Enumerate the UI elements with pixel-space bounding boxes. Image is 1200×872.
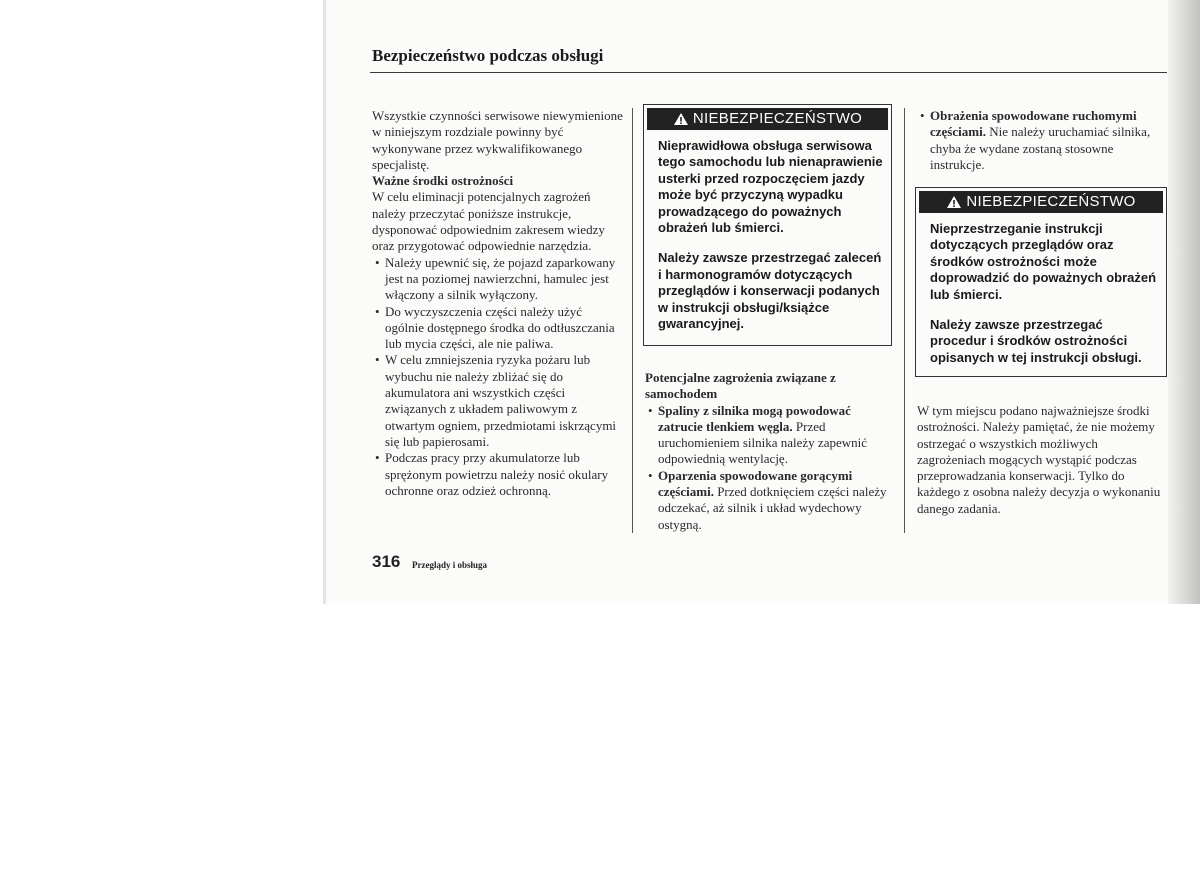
hazard-text: Przed uruchomieniem silnika należy zapewnić odpowiednią wentylację. xyxy=(658,418,868,467)
danger-warning-text: Nieprawidłowa obsługa serwisowa tego samochodu lub nienaprawienie usterki przed rozpoczęciem jazdy może być przyczyną wypadku prowadzącego do poważnych obrażeń lub śmierci. xyxy=(658,138,883,236)
moving-parts-list xyxy=(917,108,1165,173)
important-precautions-heading: Ważne środki ostrożności xyxy=(372,173,514,189)
column-2 xyxy=(645,370,890,533)
hazards-list xyxy=(645,403,890,533)
precautions-paragraph: W celu eliminacji potencjalnych zagrożeń należy przeczytać poniższe instrukcje, dysponować odpowiednim zakresem wiedzy oraz przygotować odpowiednie narzędzia. xyxy=(372,189,605,254)
page-number: 316 xyxy=(372,552,401,571)
section-name: Przeglądy i obsługa xyxy=(412,560,488,570)
danger-warning-header xyxy=(919,191,1163,213)
hazard-title: Obrażenia spowodowane ruchomymi częściami. xyxy=(930,108,1137,140)
column-3 xyxy=(917,108,1165,173)
hazard-title: Oparzenia spowodowane gorącymi częściami. xyxy=(658,467,853,500)
danger-warning-text: Nieprzestrzeganie instrukcji dotyczących przeglądów oraz środków ostrożności może doprowadzić do poważnych obrażeń lub śmierci. xyxy=(930,221,1157,302)
column-divider xyxy=(904,108,905,533)
warning-triangle-icon xyxy=(946,195,962,209)
closing-paragraph: W tym miejscu podano najważniejsze środki ostrożności. Należy pamiętać, że nie możemy ostrzegać o wszystkich możliwych zagrożeniach mogących wystąpić podczas przeprowadzania konserwacji. Tylko do każdego z osobna należy decyzja o wykonaniu danego zadania. xyxy=(917,403,1161,516)
title-rule xyxy=(370,72,1167,73)
danger-warning-body xyxy=(644,130,891,340)
danger-warning-box xyxy=(643,104,892,346)
danger-warning-title: NIEBEZPIECZEŃSTWO xyxy=(692,110,863,127)
hazard-text: Nie należy uruchamiać silnika, chyba że wydane zostaną stosowne instrukcje. xyxy=(930,124,1151,172)
danger-warning-box xyxy=(915,187,1167,377)
warning-triangle-icon xyxy=(673,112,689,126)
danger-warning-text: Należy zawsze przestrzegać procedur i środków ostrożności opisanych w tej instrukcji obsługi. xyxy=(930,317,1142,365)
column-divider xyxy=(632,108,633,533)
intro-paragraph: Wszystkie czynności serwisowe niewymienione w niniejszym rozdziale powinny być wykonywane przez wykwalifikowanego specjalistę. xyxy=(372,108,623,172)
list-item: • W celu zmniejszenia ryzyka pożaru lub wybuchu nie należy zbliżać się do akumulatora ani wszystkich części związanych z układem paliwowym z otwartym ogniem, przedmiotami iskrzącymi się lub papierosami. xyxy=(372,352,624,450)
danger-warning-text: Należy zawsze przestrzegać zaleceń i harmonogramów dotyczących przeglądów i konserwacji podanych w instrukcji obsługi/książce gwarancyjnej. xyxy=(658,250,882,332)
page-title: Bezpieczeństwo podczas obsługi xyxy=(372,46,604,65)
column-1 xyxy=(372,108,624,499)
closing-paragraph-block xyxy=(917,403,1165,517)
danger-warning-header xyxy=(647,108,888,130)
binding-shadow xyxy=(1168,0,1200,604)
danger-warning-title: NIEBEZPIECZEŃSTWO xyxy=(966,193,1136,210)
hazard-title: Spaliny z silnika mogą powodować zatrucie tlenkiem węgla. xyxy=(658,402,851,434)
list-item: • Podczas pracy przy akumulatorze lub sprężonym powietrzu należy nosić okulary ochronne oraz odzież ochronną. xyxy=(372,450,624,499)
list-item xyxy=(645,468,890,533)
hazard-text: Przed dotknięciem części należy odczekać, aż silnik i układ wydechowy ostygną. xyxy=(658,484,887,532)
vehicle-hazards-heading: Potencjalne zagrożenia związane z samochodem xyxy=(645,370,836,402)
precautions-list xyxy=(372,255,624,499)
list-item xyxy=(917,108,1165,173)
danger-warning-body xyxy=(916,213,1166,374)
list-item: • Należy upewnić się, że pojazd zaparkowany jest na poziomej nawierzchni, hamulec jest włączony a silnik wyłączony. xyxy=(372,255,624,304)
list-item xyxy=(645,403,890,468)
list-item: • Do wyczyszczenia części należy użyć ogólnie dostępnego środka do odtłuszczania lub mycia części, ale nie paliwa. xyxy=(372,304,624,353)
